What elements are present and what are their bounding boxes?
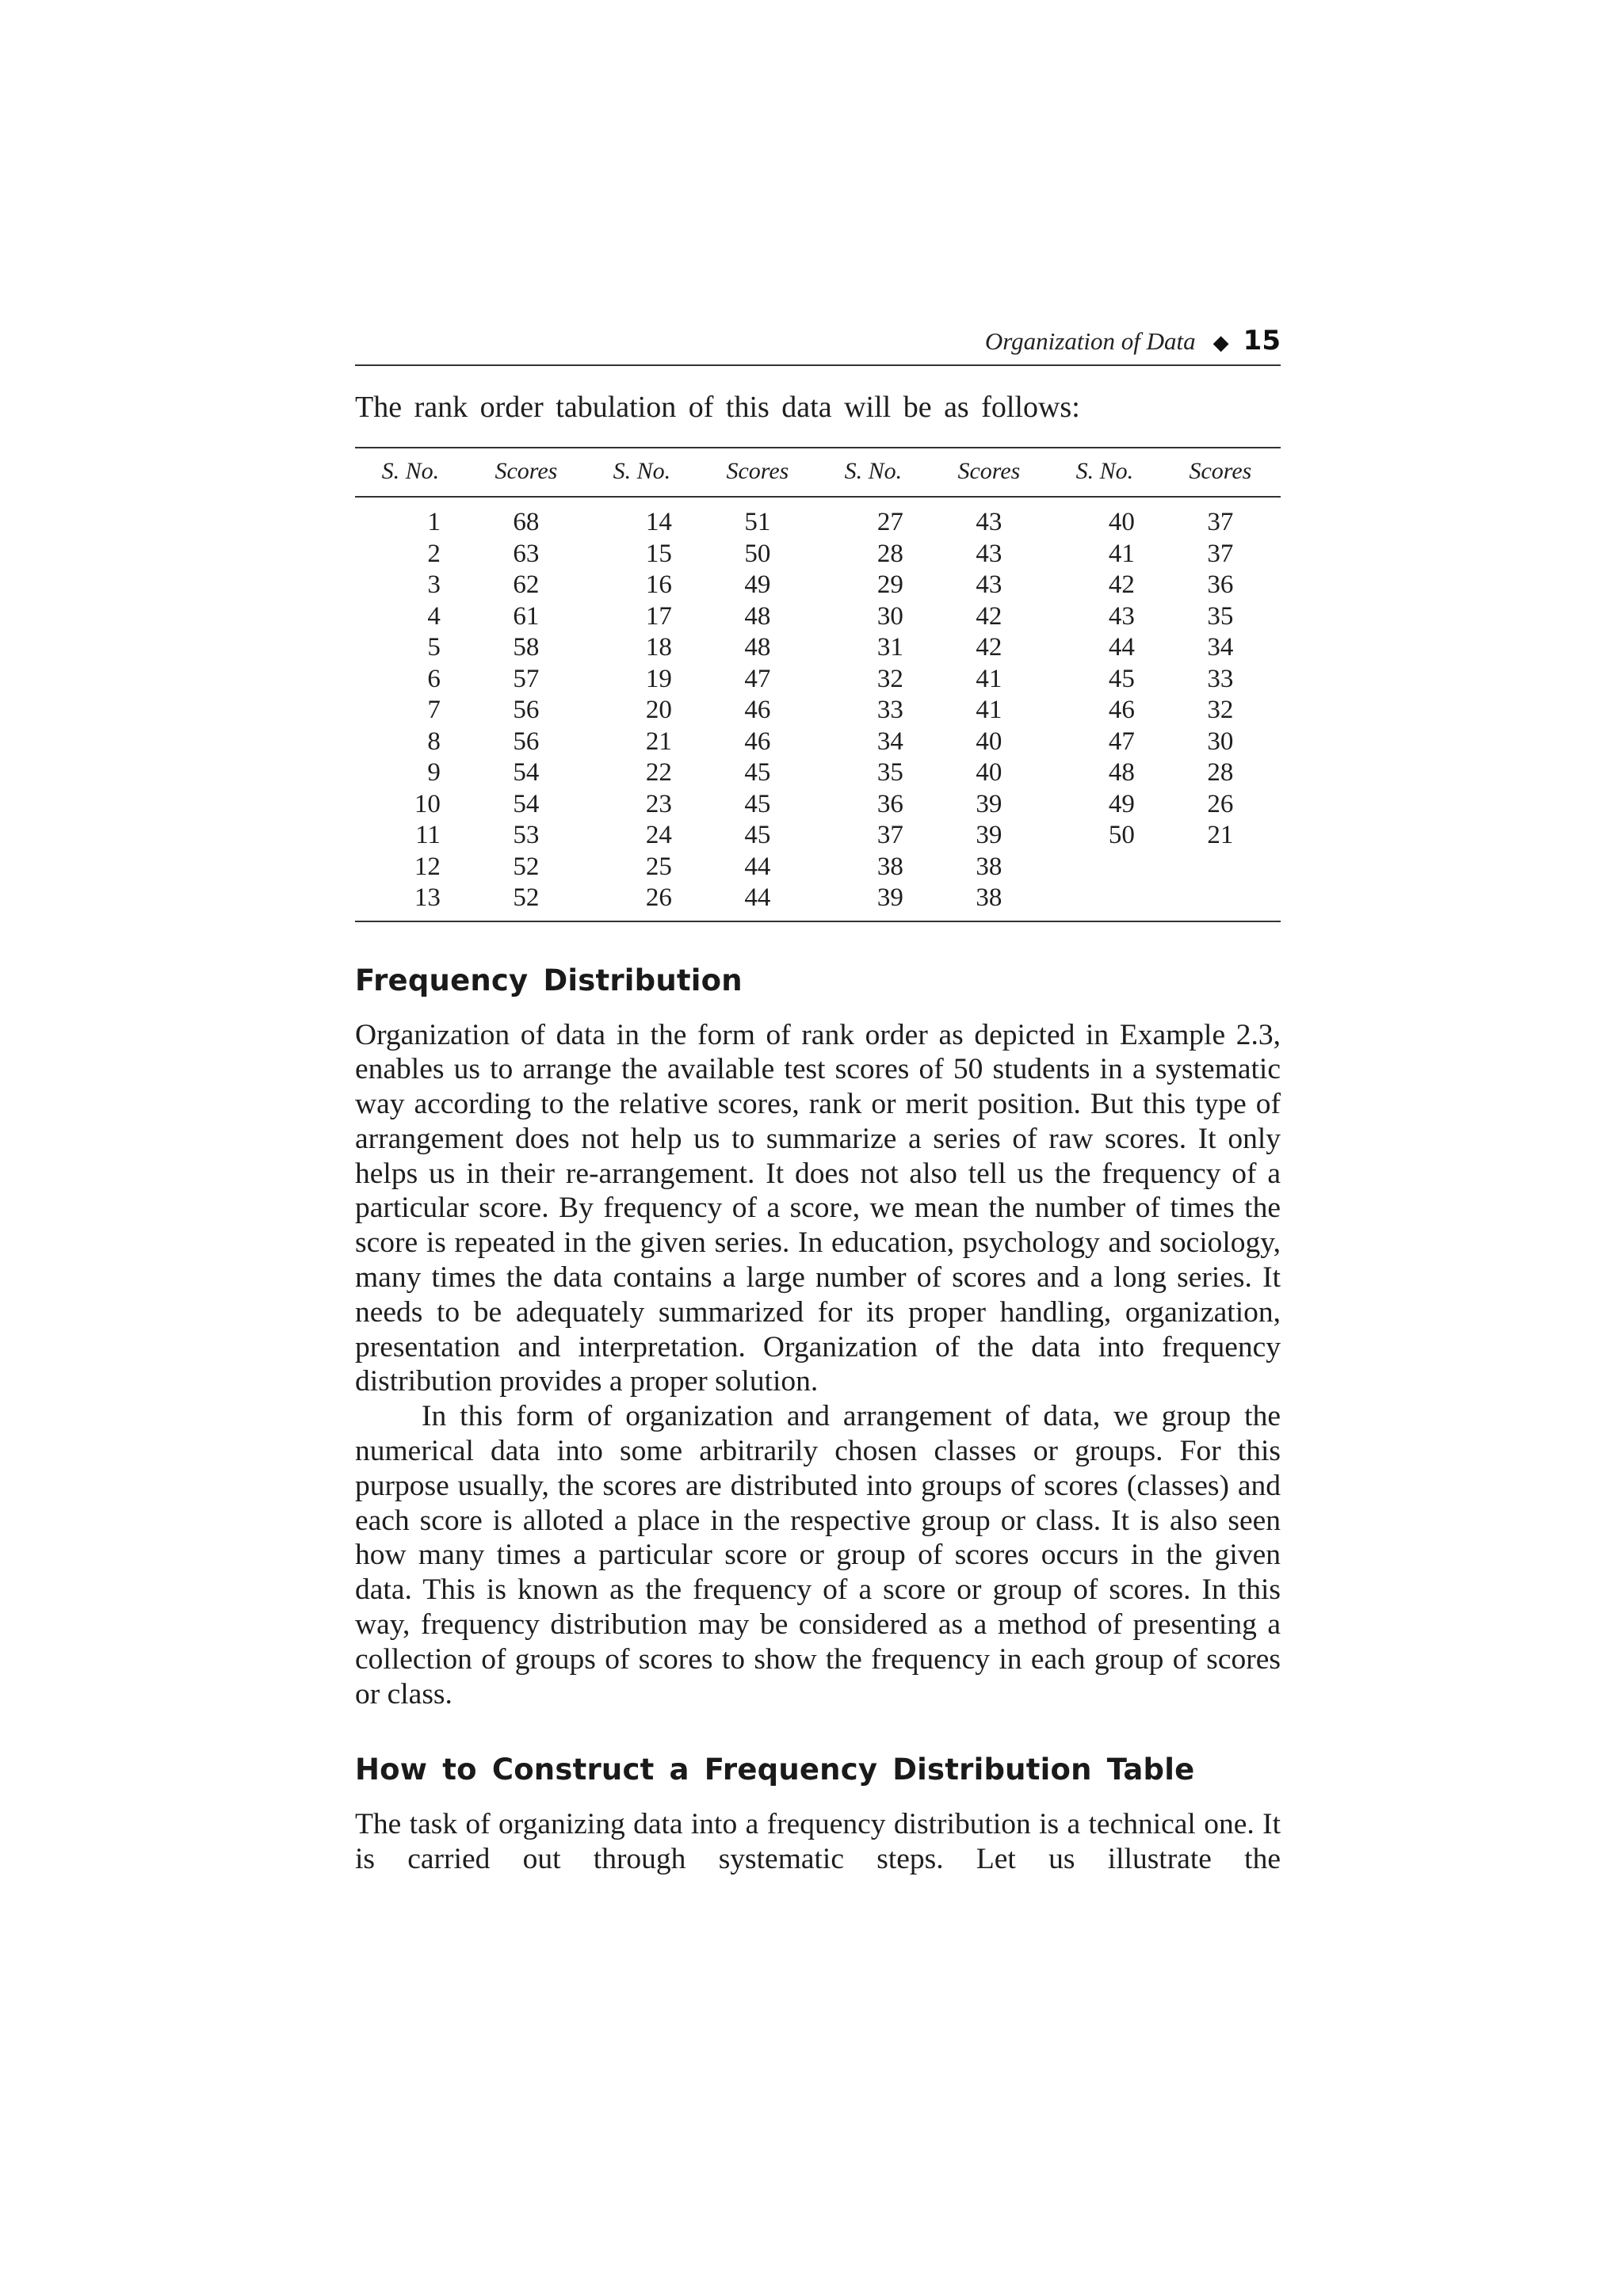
cell-score: 43 — [976, 539, 1002, 568]
cell-sno: 17 — [645, 601, 672, 631]
cell-score: 39 — [976, 821, 1002, 849]
cell-score: 38 — [929, 883, 1049, 921]
cell-score: 52 — [513, 852, 540, 881]
cell-sno: 48 — [1108, 758, 1135, 787]
cell-score: 33 — [1207, 664, 1234, 693]
table-row — [355, 632, 1281, 664]
cell-sno: 31 — [876, 633, 903, 662]
cell-score: 52 — [466, 883, 586, 921]
cell-sno: 44 — [1108, 633, 1135, 662]
cell-score: 40 — [976, 727, 1002, 756]
cell-sno: 39 — [818, 883, 929, 921]
cell-sno: 33 — [876, 696, 903, 724]
cell-sno: 49 — [1108, 789, 1135, 818]
cell-score: 54 — [513, 789, 540, 818]
column-header-scores: Scores — [697, 448, 818, 497]
paragraph: Organization of data in the form of rank order as depicted in Example 2.3, enables us to arrange the available test scores of 50 students in a systematic way according to the relative scores, rank or merit position. But this type of arrangement does not help us to summarize a series of raw scores. It only helps us in their re-arrangement. It does not also tell us the frequency of a particular score. By frequency of a score, we mean the number of times the score is repeated in the given series. In education, psychology and sociology, many times the data contains a large number of scores and a long series. It needs to be adequately summarized for its proper handling, organization, presentation and interpretation. Organization of the data into frequency distribution provides a proper solution. — [355, 1018, 1281, 1398]
cell-sno: 6 — [427, 664, 441, 693]
cell-score: 42 — [976, 601, 1002, 631]
section-heading-frequency-distribution: Frequency Distribution — [355, 963, 743, 997]
cell-sno: 10 — [414, 789, 441, 818]
cell-sno: 28 — [876, 539, 903, 568]
column-header-sno: S. No. — [355, 448, 466, 497]
cell-score: 40 — [976, 758, 1002, 787]
cell-sno: 11 — [415, 821, 441, 849]
cell-sno: 41 — [1108, 539, 1135, 568]
cell-score: 61 — [513, 601, 540, 631]
cell-sno: 7 — [427, 696, 441, 724]
cell-score: 45 — [744, 789, 771, 818]
cell-sno: 23 — [645, 789, 672, 818]
cell-sno: 45 — [1108, 664, 1135, 693]
cell-score: 21 — [1207, 821, 1234, 849]
cell-score: 41 — [976, 664, 1002, 693]
table-row — [355, 539, 1281, 570]
cell-score — [1160, 883, 1281, 921]
cell-sno: 26 — [586, 883, 697, 921]
cell-score: 43 — [976, 570, 1002, 599]
table-row — [355, 601, 1281, 633]
cell-sno: 47 — [1108, 727, 1135, 756]
cell-score: 34 — [1207, 633, 1234, 662]
table-row — [355, 820, 1281, 852]
cell-sno: 4 — [427, 601, 441, 631]
cell-sno: 2 — [427, 539, 441, 568]
cell-score: 37 — [1207, 539, 1234, 568]
column-header-scores: Scores — [929, 448, 1049, 497]
cell-sno: 34 — [876, 727, 903, 756]
running-header-title: Organization of Data — [984, 327, 1196, 355]
cell-score: 48 — [744, 601, 771, 631]
section-heading-construct-table: How to Construct a Frequency Distribution Table — [355, 1753, 1195, 1787]
cell-score: 45 — [744, 821, 771, 849]
table-body — [355, 497, 1281, 921]
cell-sno: 19 — [645, 664, 672, 693]
intro-text: The rank order tabulation of this data will be as follows: — [355, 391, 1080, 424]
cell-sno — [1049, 883, 1160, 921]
table-header-row — [355, 448, 1281, 497]
cell-score: 42 — [976, 633, 1002, 662]
cell-score: 62 — [513, 570, 540, 599]
cell-sno: 13 — [355, 883, 466, 921]
book-page — [355, 325, 1281, 1877]
column-header-scores: Scores — [466, 448, 586, 497]
cell-score: 44 — [697, 883, 818, 921]
cell-score: 63 — [513, 539, 540, 568]
cell-score: 43 — [976, 508, 1002, 536]
paragraph: The task of organizing data into a frequency distribution is a technical one. It is carried out through systematic steps. Let us illustrate the — [355, 1808, 1281, 1876]
cell-sno: 32 — [876, 664, 903, 693]
table-row — [355, 695, 1281, 727]
rank-order-table — [355, 447, 1281, 922]
cell-score: 32 — [1207, 696, 1234, 724]
cell-sno: 14 — [645, 508, 672, 536]
cell-sno: 35 — [876, 758, 903, 787]
table-row — [355, 757, 1281, 789]
cell-sno: 42 — [1108, 570, 1135, 599]
cell-sno: 37 — [876, 821, 903, 849]
table-row — [355, 789, 1281, 821]
cell-sno: 5 — [427, 633, 441, 662]
cell-sno: 40 — [1108, 508, 1135, 536]
cell-sno: 15 — [645, 539, 672, 568]
cell-score — [1160, 852, 1281, 883]
cell-sno: 20 — [645, 696, 672, 724]
cell-score: 48 — [744, 633, 771, 662]
cell-sno: 3 — [427, 570, 441, 599]
table-row — [355, 664, 1281, 696]
cell-score: 47 — [744, 664, 771, 693]
cell-sno: 46 — [1108, 696, 1135, 724]
column-header-sno: S. No. — [1049, 448, 1160, 497]
cell-score: 53 — [513, 821, 540, 849]
cell-score: 37 — [1207, 508, 1234, 536]
cell-score: 39 — [976, 789, 1002, 818]
page-number: 15 — [1243, 325, 1281, 357]
table-row — [355, 570, 1281, 601]
cell-score: 50 — [744, 539, 771, 568]
column-header-sno: S. No. — [586, 448, 697, 497]
cell-score: 57 — [513, 664, 540, 693]
column-header-sno: S. No. — [818, 448, 929, 497]
cell-sno: 1 — [427, 508, 441, 536]
diamond-icon: ◆ — [1212, 331, 1229, 355]
cell-score: 68 — [513, 508, 540, 536]
cell-sno: 43 — [1108, 601, 1135, 631]
cell-score: 38 — [976, 852, 1002, 881]
cell-score: 41 — [976, 696, 1002, 724]
cell-sno: 21 — [645, 727, 672, 756]
cell-sno: 12 — [414, 852, 441, 881]
table-row — [355, 497, 1281, 539]
cell-score: 46 — [744, 727, 771, 756]
cell-sno: 9 — [427, 758, 441, 787]
cell-score: 45 — [744, 758, 771, 787]
cell-score: 36 — [1207, 570, 1234, 599]
cell-score: 49 — [744, 570, 771, 599]
cell-score: 28 — [1207, 758, 1234, 787]
running-header — [355, 325, 1281, 366]
cell-score: 54 — [513, 758, 540, 787]
paragraph: In this form of organization and arrangement of data, we group the numerical data into some arbitrarily chosen classes or groups. For this purpose usually, the scores are distributed into groups of scores (classes) and each score is alloted a place in the respective group or class. It is also seen how many times a particular score or group of scores occurs in the given data. This is known as the frequency of a score or group of scores. In this way, frequency distribution may be considered as a method of presenting a collection of groups of scores to show the frequency in each group of scores or class. — [355, 1400, 1281, 1711]
cell-sno: 25 — [645, 852, 672, 881]
cell-sno: 24 — [645, 821, 672, 849]
table-row — [355, 852, 1281, 883]
cell-sno: 18 — [645, 633, 672, 662]
cell-sno: 8 — [427, 727, 441, 756]
cell-score: 44 — [744, 852, 771, 881]
cell-score: 35 — [1207, 601, 1234, 631]
cell-sno: 16 — [645, 570, 672, 599]
cell-sno: 29 — [876, 570, 903, 599]
cell-score: 56 — [513, 727, 540, 756]
cell-score: 56 — [513, 696, 540, 724]
cell-sno: 50 — [1108, 821, 1135, 849]
cell-score: 46 — [744, 696, 771, 724]
table-row — [355, 883, 1281, 921]
cell-sno — [1049, 852, 1160, 883]
cell-sno: 38 — [876, 852, 903, 881]
column-header-scores: Scores — [1160, 448, 1281, 497]
cell-score: 51 — [744, 508, 771, 536]
cell-score: 58 — [513, 633, 540, 662]
cell-sno: 27 — [876, 508, 903, 536]
cell-sno: 30 — [876, 601, 903, 631]
cell-score: 30 — [1207, 727, 1234, 756]
cell-sno: 22 — [645, 758, 672, 787]
table-row — [355, 727, 1281, 758]
cell-score: 26 — [1207, 789, 1234, 818]
cell-sno: 36 — [876, 789, 903, 818]
